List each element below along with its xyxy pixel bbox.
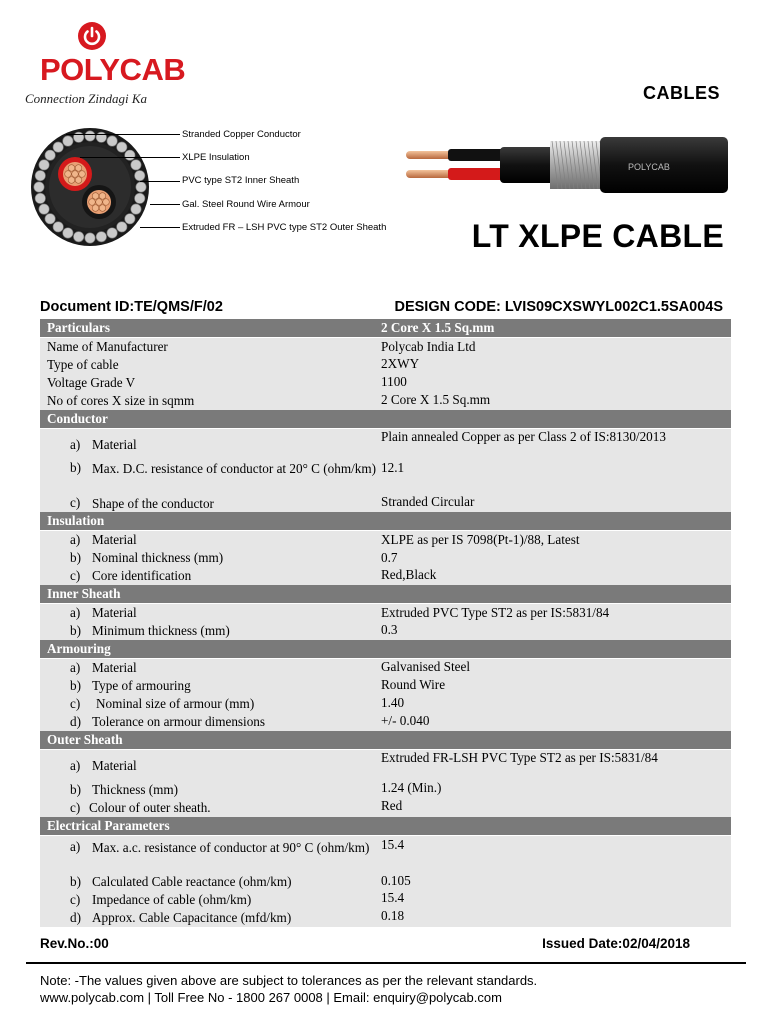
- revision-number: Rev.No.:00: [40, 936, 109, 951]
- spec-table: [40, 319, 731, 927]
- table-row: c) Colour of outer sheath. Red: [40, 799, 731, 817]
- callout-insulation: XLPE Insulation: [182, 152, 250, 164]
- table-row: c) Nominal size of armour (mm) 1.40: [40, 695, 731, 713]
- table-row: c) Shape of the conductor Stranded Circular: [40, 495, 731, 512]
- table-header-particulars: Particulars 2 Core X 1.5 Sq.mm: [40, 319, 731, 338]
- table-row: d) Approx. Cable Capacitance (mfd/km) 0.18: [40, 909, 731, 927]
- section-armouring: Armouring: [40, 640, 731, 659]
- callout-leader: [150, 204, 180, 205]
- callout-leader: [140, 227, 180, 228]
- callout-leader: [140, 181, 180, 182]
- brand-tagline: Connection Zindagi Ka: [25, 91, 148, 106]
- category-label: CABLES: [642, 83, 720, 103]
- table-row: b) Calculated Cable reactance (ohm/km) 0.105: [40, 873, 731, 891]
- table-row: c) Impedance of cable (ohm/km) 15.4: [40, 891, 731, 909]
- table-row: d) Tolerance on armour dimensions +/- 0.040: [40, 713, 731, 731]
- callout-outer-sheath: Extruded FR – LSH PVC type ST2 Outer Sheath: [182, 221, 387, 233]
- table-row: b) Type of armouring Round Wire: [40, 677, 731, 695]
- section-insulation: Insulation: [40, 512, 731, 531]
- table-row: Voltage Grade V 1100: [40, 374, 731, 392]
- table-row: Name of Manufacturer Polycab India Ltd: [40, 338, 731, 356]
- section-inner-sheath: Inner Sheath: [40, 585, 731, 604]
- table-row: a) Material Plain annealed Copper as per Class 2 of IS:8130/2013: [40, 429, 731, 459]
- callout-leader: [80, 157, 180, 158]
- table-row: Type of cable 2XWY: [40, 356, 731, 374]
- section-electrical-parameters: Electrical Parameters: [40, 817, 731, 836]
- table-row: a) Material XLPE as per IS 7098(Pt-1)/88, Latest: [40, 531, 731, 549]
- design-code: DESIGN CODE: LVIS09CXSWYL002C1.5SA004S: [394, 299, 723, 315]
- callout-armour: Gal. Steel Round Wire Armour: [182, 198, 310, 210]
- table-row: No of cores X size in sqmm 2 Core X 1.5 Sq.mm: [40, 392, 731, 410]
- section-conductor: Conductor: [40, 410, 731, 429]
- table-row: a) Material Galvanised Steel: [40, 659, 731, 677]
- callout-inner-sheath: PVC type ST2 Inner Sheath: [182, 175, 300, 187]
- power-icon: [78, 22, 106, 50]
- table-row: b) Max. D.C. resistance of conductor at 20° C (ohm/km) 12.1: [40, 459, 731, 495]
- cable-print-label: POLYCAB: [628, 162, 670, 172]
- table-row: a) Material Extruded PVC Type ST2 as per IS:5831/84: [40, 604, 731, 622]
- issued-date: Issued Date:02/04/2018: [542, 936, 690, 951]
- polycab-logo: [22, 22, 186, 112]
- table-row: a) Material Extruded FR-LSH PVC Type ST2 as per IS:5831/84: [40, 750, 731, 781]
- cable-side-view-image: [400, 135, 730, 197]
- section-outer-sheath: Outer Sheath: [40, 731, 731, 750]
- callout-conductor: Stranded Copper Conductor: [182, 129, 301, 140]
- footer-divider: [26, 962, 746, 964]
- table-row: b) Nominal thickness (mm) 0.7: [40, 549, 731, 567]
- callout-leader: [66, 134, 180, 135]
- diagram-callouts: [182, 123, 386, 239]
- product-title: LT XLPE CABLE: [471, 218, 724, 254]
- table-row: c) Core identification Red,Black: [40, 567, 731, 585]
- table-row: a) Max. a.c. resistance of conductor at 90° C (ohm/km) 15.4: [40, 836, 731, 873]
- footer-note: Note: -The values given above are subject to tolerances as per the relevant standards.: [40, 973, 538, 988]
- table-row: b) Thickness (mm) 1.24 (Min.): [40, 781, 731, 799]
- brand-name: POLYCAB: [40, 52, 186, 87]
- footer-contact: www.polycab.com | Toll Free No - 1800 267 0008 | Email: enquiry@polycab.com: [40, 990, 502, 1005]
- cable-cross-section-image: [30, 127, 150, 247]
- document-id: Document ID:TE/QMS/F/02: [40, 299, 223, 315]
- table-row: b) Minimum thickness (mm) 0.3: [40, 622, 731, 640]
